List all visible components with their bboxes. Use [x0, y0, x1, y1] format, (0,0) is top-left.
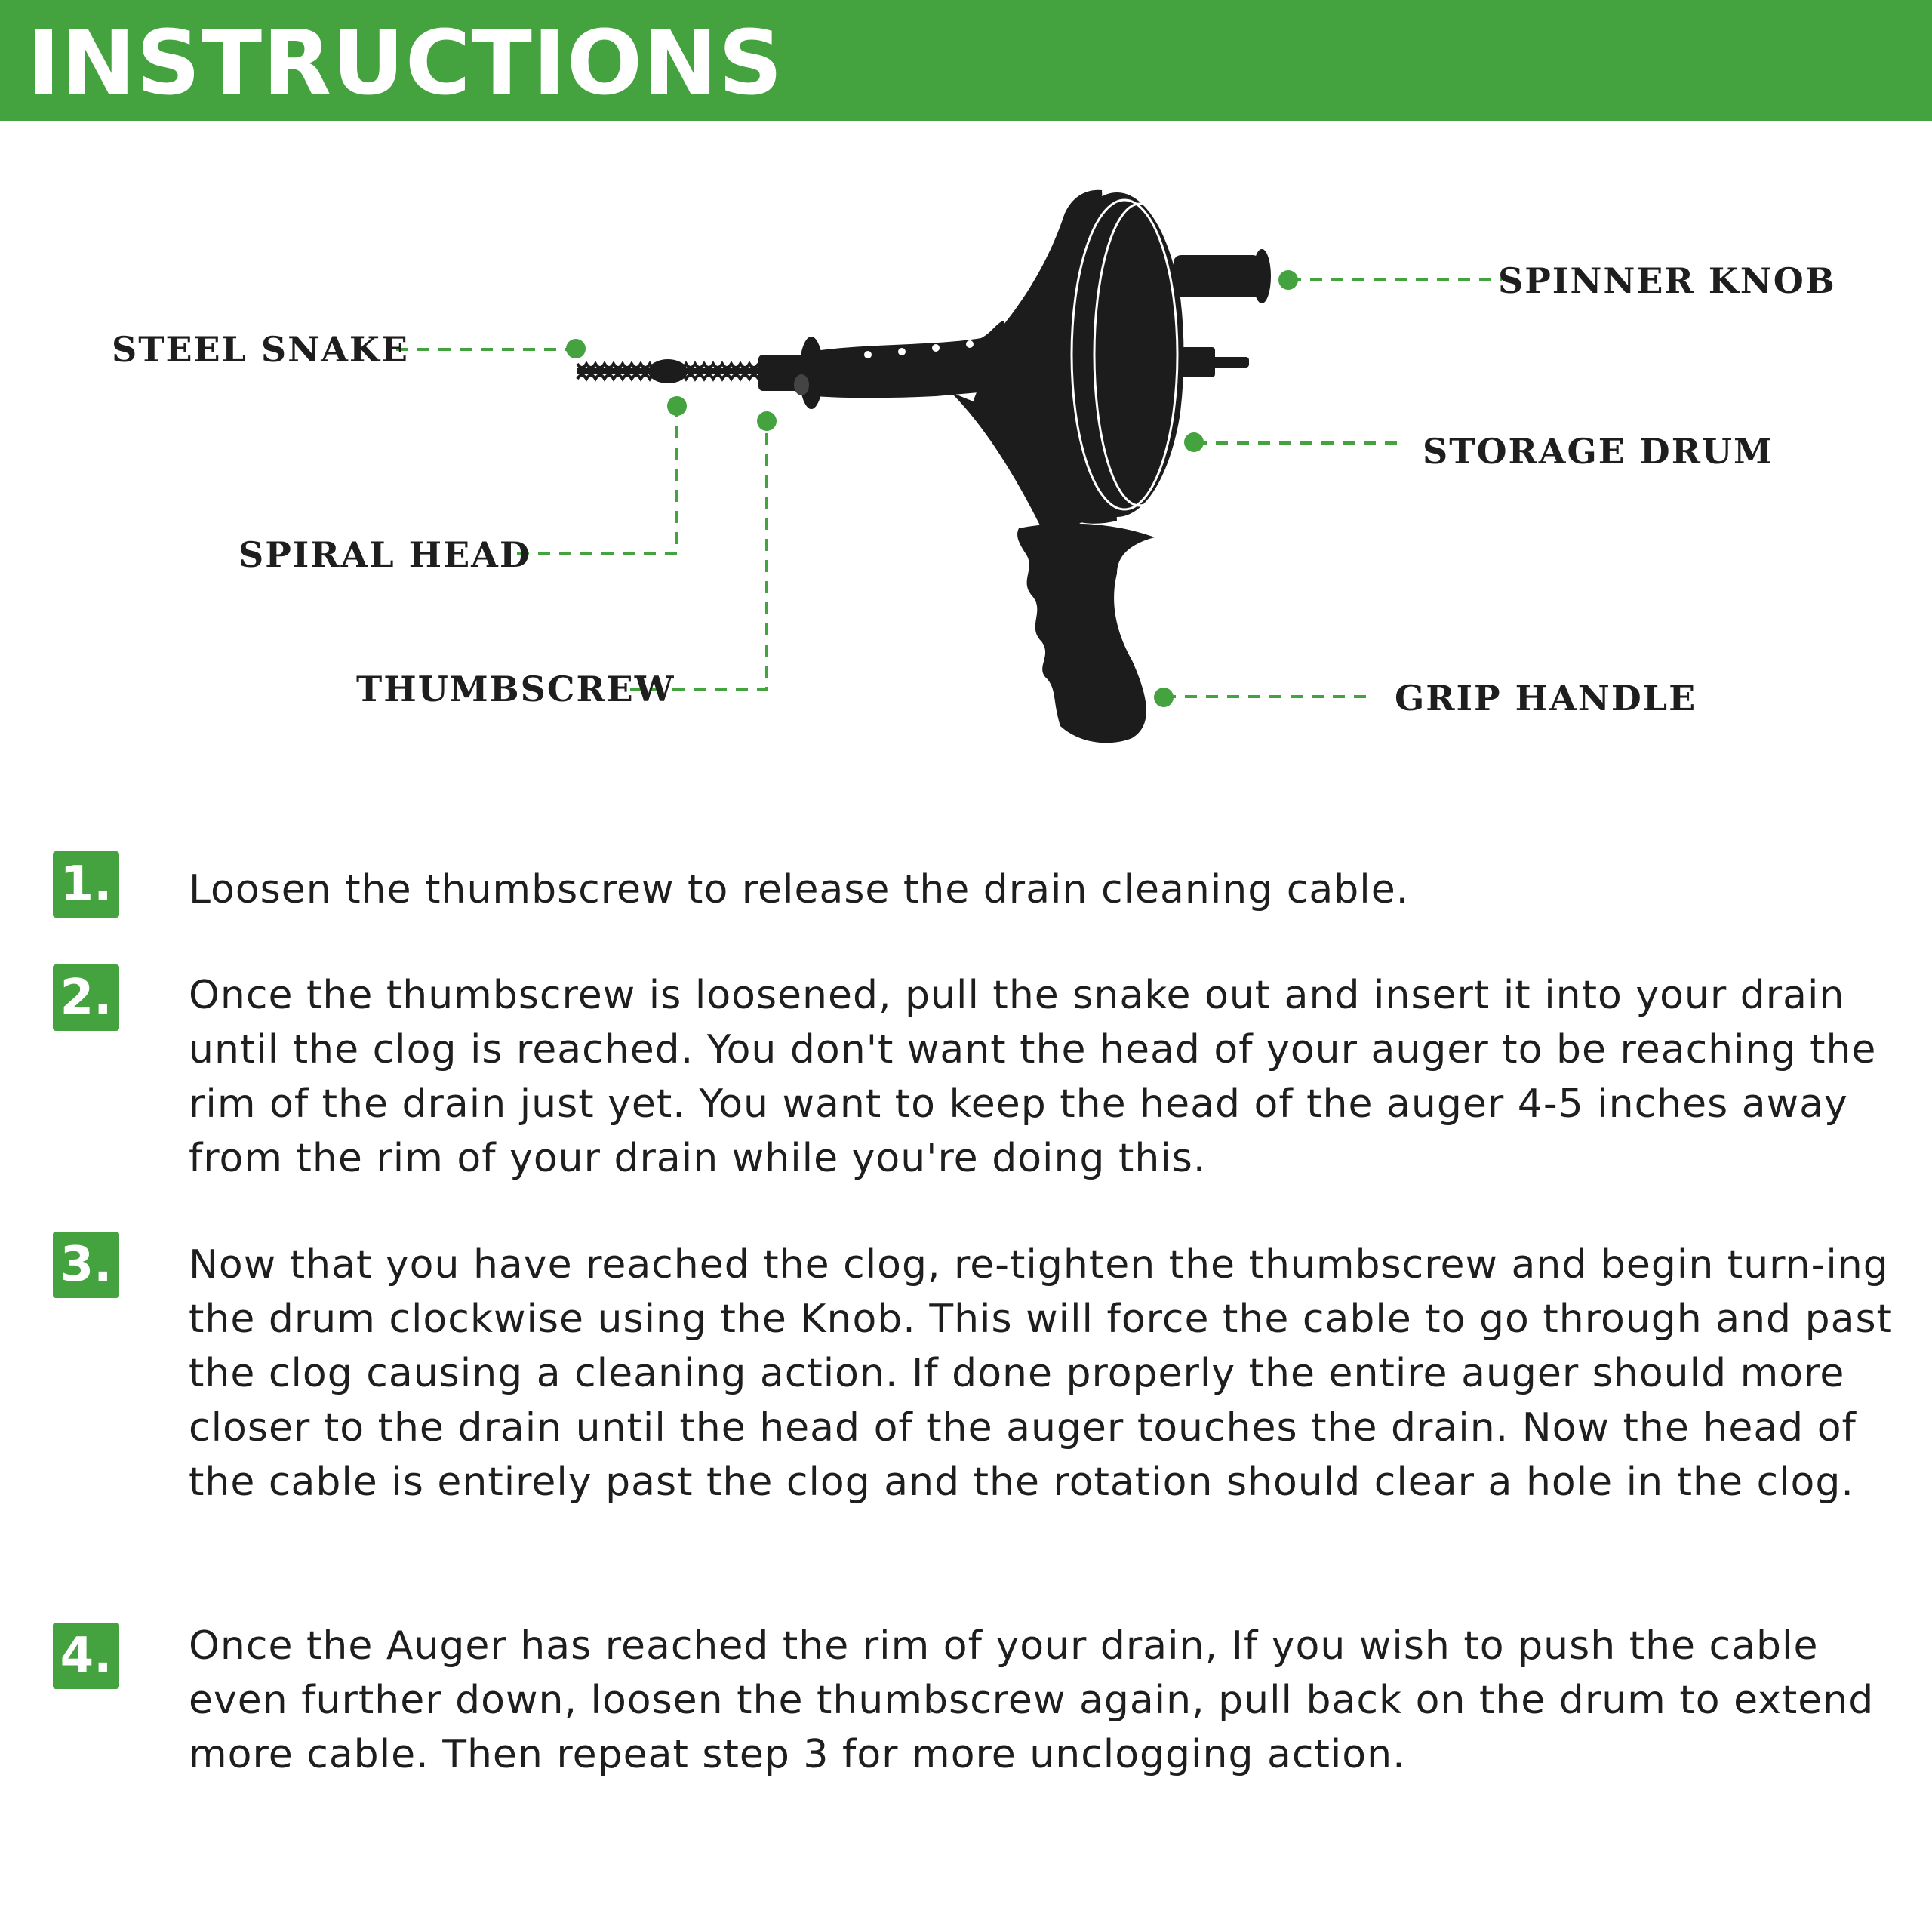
spiral-head-dot	[667, 396, 687, 416]
label-steel-snake: STEEL SNAKE	[112, 329, 409, 370]
label-storage-drum: STORAGE DRUM	[1423, 431, 1774, 472]
drum-axle	[1181, 347, 1249, 377]
storage-drum-dot	[1184, 432, 1204, 452]
thumbscrew-collar	[758, 337, 823, 409]
spinner-knob-dot	[1278, 270, 1298, 290]
drain-auger-illustration	[577, 190, 1271, 743]
step-4-text: Once the Auger has reached the rim of your drain, If you wish to push the cable even further down, loosen the thumbscrew again, pull back on the drum to extend more cable. Then repeat step 3 for more unclogging action.	[189, 1623, 1875, 1777]
steel-snake-dot	[566, 339, 586, 358]
step-4-badge: 4.	[53, 1623, 119, 1689]
page-title: INSTRUCTIONS	[27, 11, 783, 115]
spiral-head-leader	[517, 408, 677, 553]
step-2-text: Once the thumbscrew is loosened, pull the snake out and insert it into your drain until the clog is reached. You don't want the head of your auger to be reaching the rim of the drain just yet. You want to keep the head of the auger 4-5 inches away from the rim of your drain while you're doing this.	[189, 973, 1877, 1181]
step-2-badge: 2.	[53, 964, 119, 1031]
step-1-text: Loosen the thumbscrew to release the drain cleaning cable.	[189, 867, 1410, 912]
label-grip-handle: GRIP HANDLE	[1395, 678, 1697, 718]
grip-handle-shape	[1017, 524, 1155, 743]
step-1-badge: 1.	[53, 851, 119, 918]
thumbscrew-dot	[757, 411, 777, 431]
step-3-text: Now that you have reached the clog, re-tighten the thumbscrew and begin turn-ing the drum clockwise using the Knob. This will force the cable to go through and past the clog causing a cleaning action. If done properly the entire auger should more closer to the drain until the head of the auger touches the drain. Now the head of the cable is entirely past the clog and the rotation should clear a hole in the clog.	[189, 1242, 1893, 1505]
step-3-badge: 3.	[53, 1232, 119, 1298]
leader-dots	[566, 270, 1298, 707]
thumbscrew-leader	[630, 421, 767, 689]
header-banner	[0, 0, 1932, 121]
grip-handle-dot	[1154, 688, 1174, 707]
drain-auger-diagram	[0, 121, 1932, 800]
label-thumbscrew: THUMBSCREW	[356, 669, 675, 709]
label-spiral-head: SPIRAL HEAD	[238, 534, 531, 575]
steel-snake-coil	[577, 359, 758, 383]
spinner-knob-shape	[1174, 249, 1271, 303]
label-spinner-knob: SPINNER KNOB	[1498, 260, 1836, 301]
